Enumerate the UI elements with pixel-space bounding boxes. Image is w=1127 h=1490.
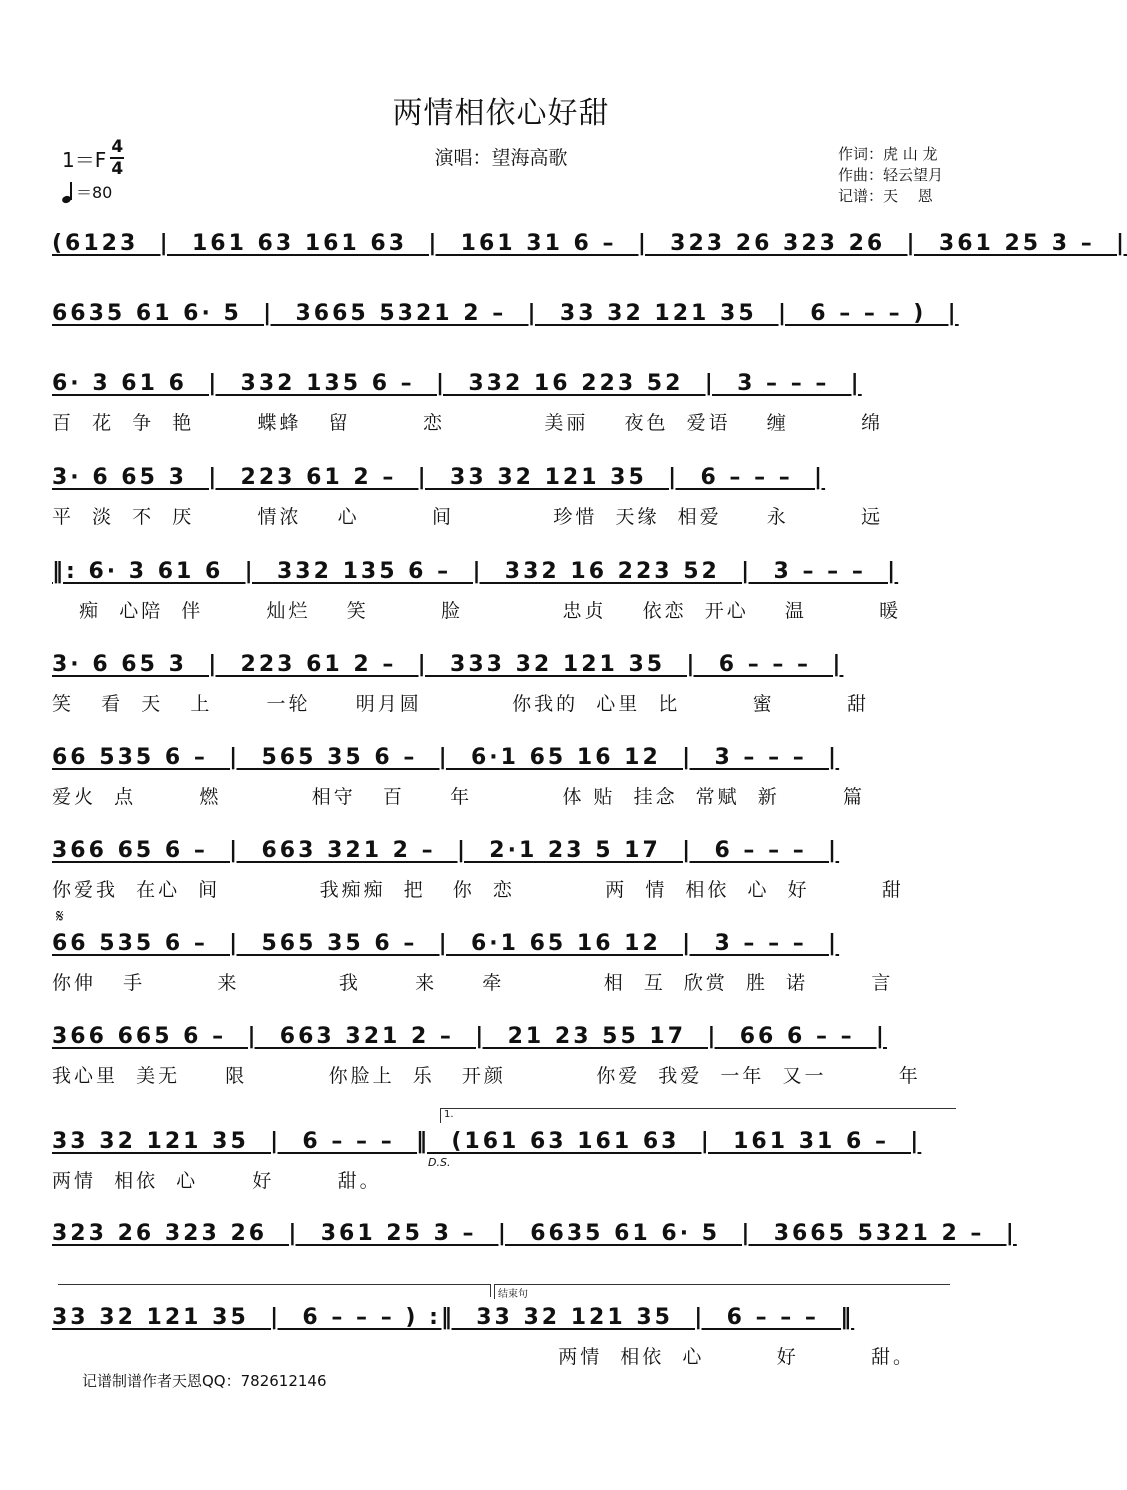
lyrics-line: 我心里 美无 限 你脸上 乐 开颜 你爱 我爱 一年 又一 年 [52, 1064, 921, 1087]
notes-line: 6635 61 6· 5 | 3665 5321 2 – | 33 32 121 35 | 6 – – – ) | [52, 300, 959, 326]
notes-line: 66 535 6 – | 565 35 6 – | 6·1 65 16 12 | 3 – – – | [52, 744, 840, 770]
transcriber-credit: 记谱：天 恩 [838, 187, 933, 205]
notes-line: 366 65 6 – | 663 321 2 – | 2·1 23 5 17 | 6 – – – | [52, 837, 840, 863]
ending-bracket [494, 1284, 950, 1299]
notes-line: 33 32 121 35 | 6 – – – ) :‖ 33 32 121 35 | 6 – – – ‖ [52, 1304, 855, 1330]
notes-line: 3· 6 65 3 | 223 61 2 – | 33 32 121 35 | 6 – – – | [52, 464, 826, 490]
lyrics-line: 百 花 争 艳 蝶蜂 留 恋 美丽 夜色 爱语 缠 绵 [52, 411, 884, 434]
ending-label: 结束句 [498, 1289, 528, 1300]
notes-line: (6123 | 161 63 161 63 | 161 31 6 – | 323 26 323 26 | 361 25 3 – | [52, 230, 1127, 256]
volta-bracket-1 [440, 1108, 956, 1123]
segno-sign: 𝄋 [56, 906, 64, 927]
notes-line: ‖: 6· 3 61 6 | 332 135 6 – | 332 16 223 52 | 3 – – – | [52, 558, 899, 584]
tempo-marking [62, 180, 112, 203]
volta-label: 1. [444, 1109, 454, 1120]
lyrics-line: 你伸 手 来 我 来 牵 相 互 欣赏 胜 诺 言 [52, 971, 894, 994]
singer-credit: 演唱：望海高歌 [434, 147, 568, 169]
footer-credit: 记谱制谱作者天恩QQ：782612146 [82, 1372, 327, 1390]
volta-bracket-repeat [58, 1284, 491, 1297]
notes-line: 3· 6 65 3 | 223 61 2 – | 333 32 121 35 | 6 – – – | [52, 651, 844, 677]
quarter-note-icon [62, 181, 74, 203]
notes-line: 66 535 6 – | 565 35 6 – | 6·1 65 16 12 | 3 – – – | [52, 930, 840, 956]
notes-line: 6· 3 61 6 | 332 135 6 – | 332 16 223 52 | 3 – – – | [52, 370, 862, 396]
credits [838, 144, 943, 207]
lyrics-line: 两情 相依 心 好 甜。 [52, 1345, 916, 1368]
lyricist-credit: 作词：虎 山 龙 [838, 145, 938, 163]
composer-credit: 作曲：轻云望月 [838, 166, 944, 184]
lyrics-line: 平 淡 不 厌 情浓 心 间 珍惜 天缘 相爱 永 远 [52, 505, 884, 528]
time-denominator: 4 [111, 159, 124, 179]
ds-marking: D.S. [428, 1156, 451, 1169]
lyrics-line: 痴 心陪 伴 灿烂 笑 脸 忠贞 依恋 开心 温 暖 [52, 599, 902, 622]
notes-line: 366 665 6 – | 663 321 2 – | 21 23 55 17 | 66 6 – – | [52, 1023, 887, 1049]
lyrics-line: 两情 相依 心 好 甜。 [52, 1169, 382, 1192]
notes-line: 33 32 121 35 | 6 – – – ‖ (161 63 161 63 | 161 31 6 – | [52, 1128, 922, 1154]
lyrics-line: 笑 看 天 上 一轮 明月圆 你我的 心里 比 蜜 甜 [52, 692, 869, 715]
lyrics-line: 你爱我 在心 间 我痴痴 把 你 恋 两 情 相依 心 好 甜 [52, 878, 904, 901]
lyrics-line: 爱火 点 燃 相守 百 年 体 贴 挂念 常赋 新 篇 [52, 785, 866, 808]
time-numerator: 4 [111, 137, 124, 157]
song-title: 两情相依心好甜 [392, 96, 610, 131]
key-label: 1＝F [62, 147, 107, 172]
tempo-value: ＝80 [76, 183, 113, 202]
notes-line: 323 26 323 26 | 361 25 3 – | 6635 61 6· 5 | 3665 5321 2 – | [52, 1220, 1017, 1246]
